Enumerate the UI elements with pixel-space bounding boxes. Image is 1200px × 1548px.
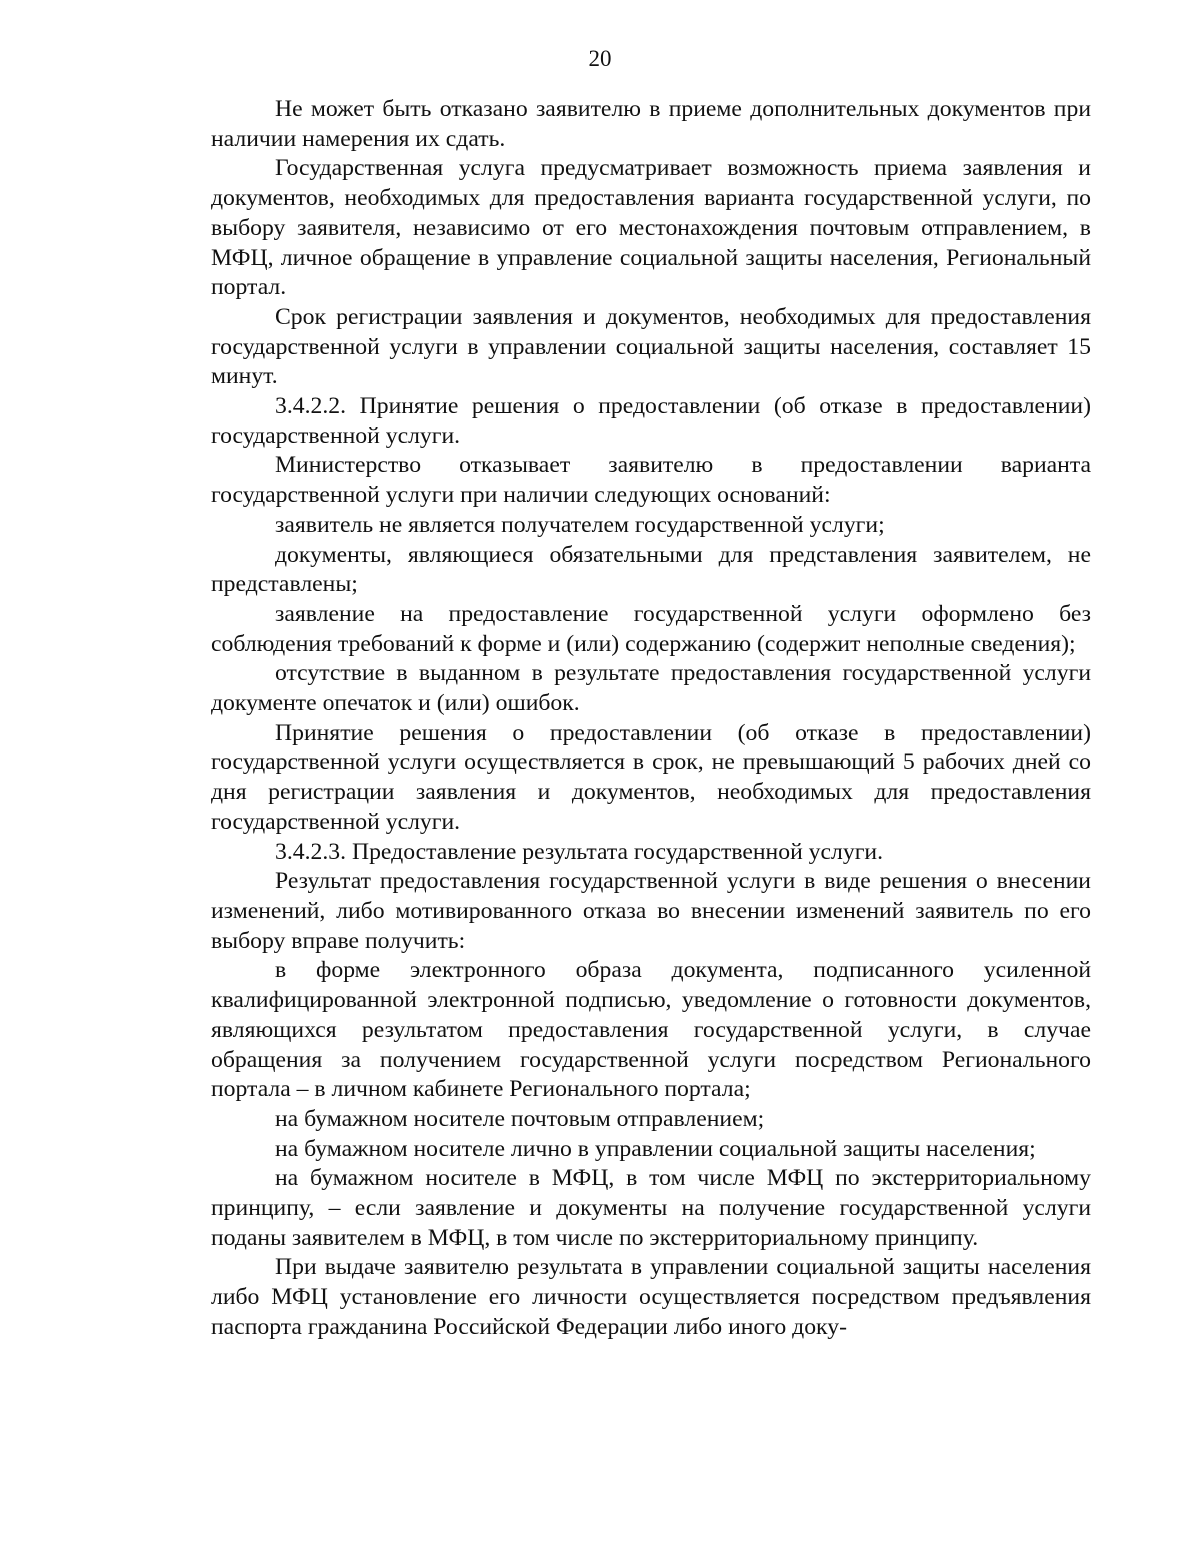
paragraph: Государственная услуга предусматривает возможность приема заявления и документов, необходимых для предоставления варианта государственной услуги, по выбору заявителя, независимо от его местонахождения почтовым отправлением, в МФЦ, личное обращение в управление социальной защиты населения, Региональный портал.	[211, 155, 1091, 301]
paragraph: Срок регистрации заявления и документов, необходимых для предоставления государственной услуги в управлении социальной защиты населения, составляет 15 минут.	[211, 303, 1091, 390]
paragraph: Принятие решения о предоставлении (об отказе в предоставлении) государственной услуги осуществляется в срок, не превышающий 5 рабочих дней со дня регистрации заявления и документов, необходимых для предоставления государственной услуги.	[211, 719, 1091, 835]
list-item: заявитель не является получателем государственной услуги;	[275, 511, 885, 538]
list-item: на бумажном носителе в МФЦ, в том числе МФЦ по экстерриториальному принципу, – если заявление и документы на получение государственной услуги поданы заявителем в МФЦ, в том числе по экстерриториальному принципу.	[211, 1165, 1091, 1251]
section-heading-3-4-2-3: 3.4.2.3. Предоставление результата государственной услуги.	[275, 838, 884, 865]
list-item: отсутствие в выданном в результате предоставления государственной услуги документе опечаток и (или) ошибок.	[211, 660, 1091, 717]
document-body	[211, 95, 1091, 1343]
paragraph: Министерство отказывает заявителю в предоставлении варианта государственной услуги при наличии следующих оснований:	[211, 452, 1091, 509]
paragraph: Результат предоставления государственной услуги в виде решения о внесении изменений, либо мотивированного отказа во внесении изменений заявитель по его выбору вправе получить:	[211, 868, 1091, 954]
paragraph: При выдаче заявителю результата в управлении социальной защиты населения либо МФЦ установление его личности осуществляется посредством предъявления паспорта гражданина Российской Федерации либо иного доку-	[211, 1254, 1091, 1340]
list-item: в форме электронного образа документа, подписанного усиленной квалифицированной электронной подписью, уведомление о готовности документов, являющихся результатом предоставления государственной услуги, в случае обращения за получением государственной услуги посредством Регионального портала – в личном кабинете Регионального портала;	[211, 957, 1091, 1103]
list-item: на бумажном носителе лично в управлении социальной защиты населения;	[275, 1135, 1036, 1162]
page-number: 20	[588, 46, 612, 71]
section-heading-3-4-2-2: 3.4.2.2. Принятие решения о предоставлении (об отказе в предоставлении) государственной услуги.	[211, 393, 1091, 449]
list-item: документы, являющиеся обязательными для представления заявителем, не представлены;	[211, 541, 1091, 598]
list-item: на бумажном носителе почтовым отправлением;	[275, 1105, 765, 1132]
list-item: заявление на предоставление государственной услуги оформлено без соблюдения требований к форме и (или) содержанию (содержит неполные сведения);	[211, 600, 1091, 657]
paragraph: Не может быть отказано заявителю в приеме дополнительных документов при наличии намерения их сдать.	[211, 96, 1091, 152]
